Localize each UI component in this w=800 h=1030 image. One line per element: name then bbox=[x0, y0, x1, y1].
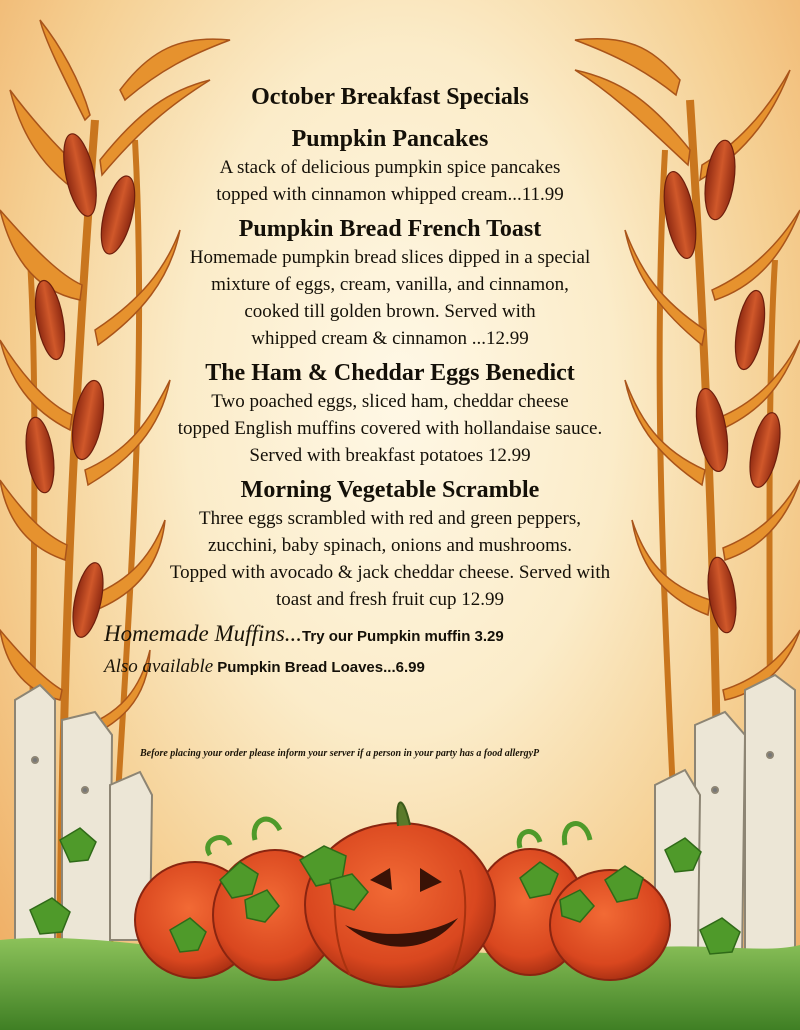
right-picket-fence bbox=[655, 675, 795, 960]
description-line: Topped with avocado & jack cheddar cheese. Served with bbox=[169, 562, 611, 583]
menu-item-eggs-benedict bbox=[110, 358, 670, 469]
menu-title: October Breakfast Specials bbox=[251, 84, 529, 110]
description-line: Served with breakfast potatoes 12.99 bbox=[249, 445, 531, 466]
item-description bbox=[110, 388, 670, 469]
extras-section bbox=[104, 619, 670, 683]
loaves-heading: Also available bbox=[104, 656, 214, 677]
description-line: whipped cream & cinnamon ...12.99 bbox=[251, 328, 529, 349]
description-line: A stack of delicious pumpkin spice pancakes bbox=[219, 157, 561, 178]
description-line: cooked till golden brown. Served with bbox=[244, 301, 536, 322]
menu-item-french-toast bbox=[110, 214, 670, 352]
allergy-note: Before placing your order please inform your server if a person in your party has a food allergyP bbox=[140, 748, 540, 759]
pumpkins bbox=[135, 802, 670, 987]
muffins-line bbox=[104, 619, 670, 652]
menu-content bbox=[104, 82, 670, 683]
description-line: Homemade pumpkin bread slices dipped in a special bbox=[189, 247, 591, 268]
item-name: Pumpkin Bread French Toast bbox=[238, 216, 542, 242]
loaves-line bbox=[104, 652, 670, 683]
item-name: Pumpkin Pancakes bbox=[291, 126, 489, 152]
description-line: topped English muffins covered with hollandaise sauce. bbox=[177, 418, 603, 439]
muffins-heading: Homemade Muffins... bbox=[104, 621, 303, 646]
menu-item-vegetable-scramble bbox=[110, 475, 670, 613]
item-description bbox=[110, 244, 670, 352]
muffins-offer: Try our Pumpkin muffin 3.29 bbox=[302, 628, 504, 645]
item-description bbox=[110, 154, 670, 208]
item-description bbox=[110, 505, 670, 613]
item-name: The Ham & Cheddar Eggs Benedict bbox=[205, 360, 575, 386]
loaves-offer: Pumpkin Bread Loaves...6.99 bbox=[217, 659, 425, 676]
description-line: mixture of eggs, cream, vanilla, and cinnamon, bbox=[211, 274, 569, 295]
description-line: zucchini, baby spinach, onions and mushrooms. bbox=[207, 535, 573, 556]
description-line: Two poached eggs, sliced ham, cheddar cheese bbox=[211, 391, 569, 412]
menu-item-pumpkin-pancakes bbox=[110, 124, 670, 208]
item-name: Morning Vegetable Scramble bbox=[240, 477, 540, 503]
description-line: toast and fresh fruit cup 12.99 bbox=[276, 589, 504, 610]
description-line: topped with cinnamon whipped cream...11.99 bbox=[216, 184, 564, 205]
description-line: Three eggs scrambled with red and green peppers, bbox=[199, 508, 581, 529]
